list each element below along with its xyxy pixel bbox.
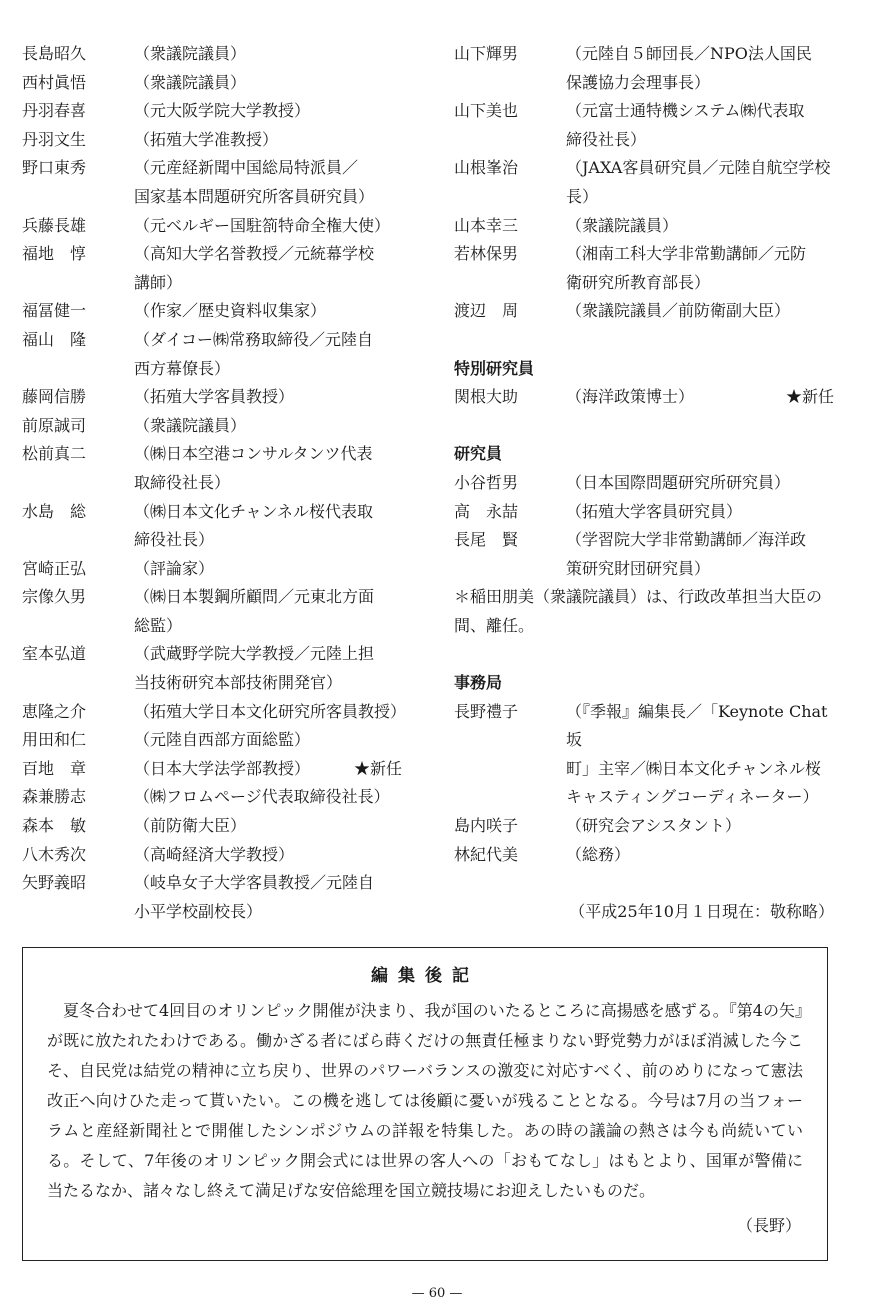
member-entry	[22, 154, 402, 211]
member-role: （ダイコー㈱常務取締役／元陸自 西方幕僚長）	[134, 329, 374, 378]
postscript-body: 夏冬合わせて4回目のオリンピック開催が決まり、我が国のいたるところに高揚感を感ずる。『第4の矢』が既に放たれたわけである。働かざる者にばら蒔くだけの無責任極まりない野党勢力がほぼ消滅した今こそ、自民党は結党の精神に立ち戻り、世界のパワーバランスの激変に対応すべく、前のめりになって憲法改正へ向けひた走って貰いたい。この機を逃しては後顧に憂いが残ることとなる。今号は7月の当フォーラムと産経新聞社とで開催したシンポジウムの詳報を特集した。あの時の議論の熱さは今も尚続いている。そして、7年後のオリンピック開会式には世界の客人への「おもてなし」はもとより、国軍が警備に当たるなか、諸々なし終えて満足げな安倍総理を国立競技場にお迎えしたいものだ。	[47, 1001, 803, 1200]
member-name: 長尾 賢	[454, 530, 519, 550]
member-name: 島内咲子	[454, 816, 519, 836]
member-role: （衆議院議員）	[566, 215, 679, 235]
special-researchers-heading: 特別研究員	[454, 358, 535, 378]
member-entry	[22, 69, 402, 98]
member-entry	[22, 212, 402, 241]
member-role: （元産経新聞中国総局特派員／ 国家基本問題研究所客員研究員）	[134, 158, 375, 206]
member-list-right	[454, 40, 834, 926]
member-name: 用田和仁	[22, 730, 87, 750]
member-entry	[454, 841, 834, 870]
member-role-with-badge	[566, 383, 834, 412]
member-role: （学習院大学非常勤講師／海洋政 策研究財団研究員）	[566, 530, 807, 578]
member-entry	[22, 326, 402, 383]
member-role: （高崎経済大学教授）	[134, 844, 295, 864]
member-role: （海洋政策博士）	[566, 387, 695, 407]
postscript-signature: （長野）	[736, 1216, 801, 1235]
member-role: （元ベルギー国駐箚特命全権大使）	[134, 215, 391, 235]
member-name: 野口東秀	[22, 158, 87, 178]
member-role: （拓殖大学日本文化研究所客員教授）	[134, 701, 407, 721]
member-name: 福山 隆	[22, 329, 87, 349]
new-appointment-badge: ★新任	[785, 387, 834, 407]
member-entry	[22, 812, 402, 841]
member-entry	[22, 412, 402, 441]
member-entry	[454, 212, 834, 241]
member-name: 長野禮子	[454, 701, 519, 721]
member-name: 森本 敏	[22, 816, 87, 836]
member-name: 藤岡信勝	[22, 387, 87, 407]
member-name: 渡辺 周	[454, 301, 519, 321]
member-role: （前防衛大臣）	[134, 816, 247, 836]
member-entry	[22, 755, 402, 784]
member-role: （元大阪学院大学教授）	[134, 101, 311, 121]
member-role: （元富士通特機システム㈱代表取 締役社長）	[566, 101, 805, 149]
member-entry	[22, 440, 402, 497]
member-role: （㈱日本空港コンサルタンツ代表 取締役社長）	[134, 444, 373, 492]
member-role: （研究会アシスタント）	[566, 816, 741, 836]
member-role: （㈱日本製鋼所顧問／元東北方面 総監）	[134, 587, 375, 635]
member-entry	[22, 97, 402, 126]
member-role: （衆議院議員）	[134, 44, 247, 63]
section-gap	[454, 869, 834, 898]
member-entry	[454, 526, 834, 583]
member-entry	[22, 726, 402, 755]
secretariat-heading: 事務局	[454, 673, 503, 693]
member-role: （高知大学名誉教授／元統幕学校 講師）	[134, 244, 375, 292]
member-entry	[454, 97, 834, 154]
member-name: 山下輝男	[454, 44, 519, 63]
page-number: — 60 —	[411, 1286, 463, 1301]
as-of-date-note: （平成25年10月１日現在：敬称略）	[569, 901, 834, 921]
member-name: 小谷哲男	[454, 472, 519, 492]
member-role: （作家／歴史資料収集家）	[134, 301, 327, 321]
member-entry	[22, 383, 402, 412]
member-name: 山下美也	[454, 101, 519, 121]
member-role: （拓殖大学客員教授）	[134, 387, 295, 407]
member-entry	[454, 154, 834, 211]
member-entry	[22, 498, 402, 555]
member-entry	[22, 555, 402, 584]
section-gap	[454, 326, 834, 355]
member-name: 兵藤長雄	[22, 215, 87, 235]
member-entry	[22, 698, 407, 727]
member-name: 宗像久男	[22, 587, 87, 607]
member-name: 森兼勝志	[22, 787, 87, 807]
member-name: 山根峯治	[454, 158, 519, 178]
member-role: （日本国際問題研究所研究員）	[566, 472, 791, 492]
member-role: （衆議院議員）	[134, 72, 247, 92]
member-name: 八木秀次	[22, 844, 87, 864]
member-entry	[454, 498, 834, 527]
member-entry	[454, 469, 834, 498]
member-entry	[22, 40, 402, 69]
member-name: 恵隆之介	[22, 701, 87, 721]
member-entry	[22, 583, 402, 640]
member-list-left	[22, 40, 407, 926]
member-name: 矢野義昭	[22, 873, 87, 893]
member-role: （元陸自５師団長／NPO法人国民 保護協力会理事長）	[566, 44, 812, 92]
member-entry	[22, 126, 402, 155]
member-name: 丹羽文生	[22, 129, 87, 149]
member-entry	[454, 240, 834, 297]
member-name: 丹羽春喜	[22, 101, 87, 121]
member-role: （衆議院議員／前防衛副大臣）	[566, 301, 791, 321]
member-entry	[454, 40, 834, 97]
member-name: 松前真二	[22, 444, 87, 464]
member-role: （JAXA客員研究員／元陸自航空学校長）	[566, 158, 831, 206]
member-entry	[22, 297, 402, 326]
member-name: 高 永喆	[454, 501, 519, 521]
member-entry	[22, 783, 402, 812]
member-name: 宮崎正弘	[22, 558, 87, 578]
section-gap	[454, 412, 834, 441]
member-name: 林紀代美	[454, 844, 519, 864]
member-name: 百地 章	[22, 758, 87, 778]
member-role: （『季報』編集長／「Keynote Chat 坂 町」主宰／㈱日本文化チャンネル桜 キャスティングコーディネーター）	[566, 701, 828, 807]
member-entry	[22, 640, 402, 697]
member-role: （拓殖大学准教授）	[134, 129, 279, 149]
member-entry	[454, 812, 834, 841]
member-entry	[22, 869, 402, 926]
member-role: （湘南工科大学非常勤講師／元防 衛研究所教育部長）	[566, 244, 807, 292]
new-appointment-badge: ★新任	[353, 758, 402, 778]
member-name: 水島 総	[22, 501, 87, 521]
member-role: （総務）	[566, 844, 631, 864]
member-name: 山本幸三	[454, 215, 519, 235]
member-role: （武蔵野学院大学教授／元陸上担 当技術研究本部技術開発官）	[134, 644, 375, 693]
member-name: 福地 惇	[22, 244, 87, 264]
member-role: （評論家）	[134, 558, 215, 578]
member-entry	[454, 297, 834, 326]
resignation-note: ＊稲田朋美（衆議院議員）は、行政改革担当大臣の 間、離任。	[454, 587, 823, 635]
member-entry	[22, 841, 402, 870]
member-name: 室本弘道	[22, 644, 87, 664]
member-name: 関根大助	[454, 387, 519, 407]
member-role: （㈱フロムページ代表取締役社長）	[134, 787, 390, 807]
member-name: 長島昭久	[22, 44, 87, 63]
section-gap	[454, 640, 834, 669]
member-role: （衆議院議員）	[134, 415, 247, 435]
editors-postscript-box	[22, 947, 828, 1261]
postscript-title: 編集後記	[371, 966, 479, 986]
member-role-with-badge	[134, 755, 402, 784]
researchers-heading: 研究員	[454, 444, 503, 464]
member-role: （岐阜女子大学客員教授／元陸自 小平学校副校長）	[134, 873, 375, 921]
member-role: （拓殖大学客員研究員）	[566, 501, 743, 521]
member-name: 西村眞悟	[22, 72, 87, 92]
member-name: 前原誠司	[22, 415, 87, 435]
member-name: 福冨健一	[22, 301, 87, 321]
member-entry	[22, 240, 402, 297]
member-role: （日本大学法学部教授）	[134, 758, 311, 778]
member-entry	[454, 383, 834, 412]
member-name: 若林保男	[454, 244, 519, 264]
member-role: （元陸自西部方面総監）	[134, 730, 311, 750]
member-role: （㈱日本文化チャンネル桜代表取 締役社長）	[134, 501, 374, 550]
member-entry	[454, 698, 834, 812]
